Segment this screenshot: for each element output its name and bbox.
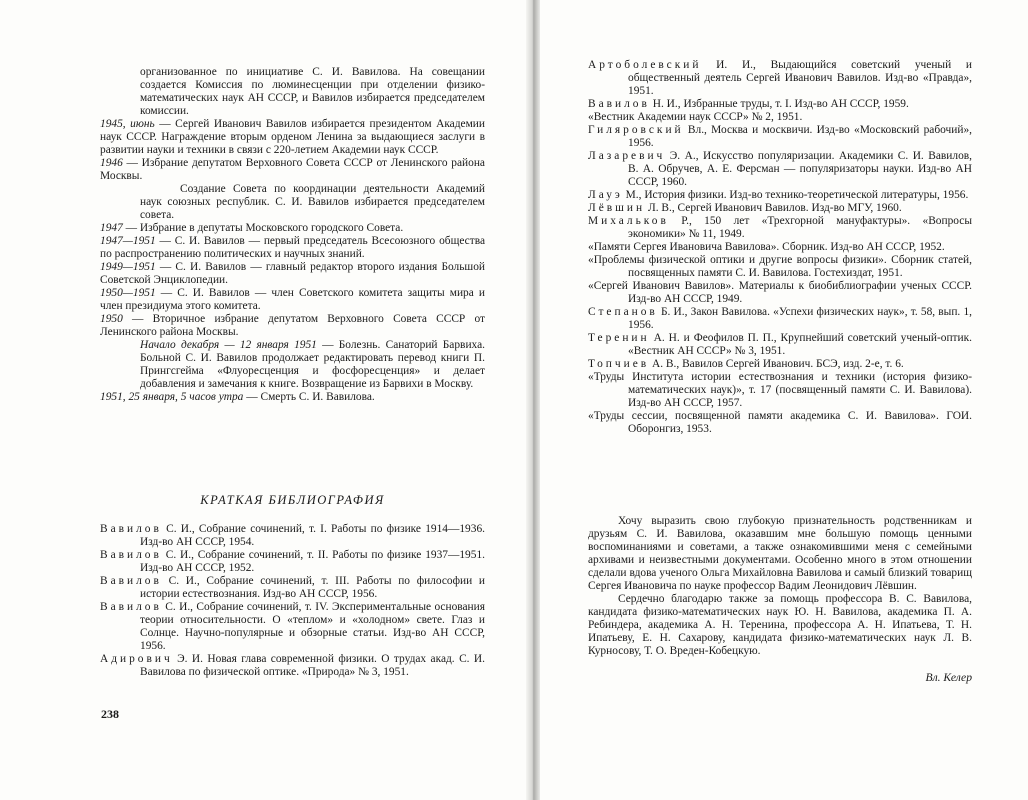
entry-author: Вавилов [100, 523, 162, 535]
entry-date: 1947 [100, 222, 123, 234]
chronology-entry: 1947 — Избрание в депутаты Московского городского Совета. [100, 222, 404, 234]
chronology-entry: 1949—1951 — С. И. Вавилов — главный редактор второго издания Большой Советской Энциклопедии. [100, 261, 485, 286]
chronology-entry: 1945, июнь — Сергей Иванович Вавилов избирается президентом Академии наук СССР. Награждение вторым орденом Ленина за выдающиеся заслуги в развитии науки и техники в связи с 220-летием Академии наук СССР. [100, 118, 485, 156]
bibliography-list [100, 523, 485, 679]
entry-author: Гиляровский [588, 124, 684, 136]
bibliography-entry: «Сергей Иванович Вавилов». Материалы к биобиблиографии ученых СССР. Изд-во АН СССР, 1949. [588, 280, 972, 305]
bibliography-entry: Топчиев А. В., Вавилов Сергей Иванович. БСЭ, изд. 2-е, т. 6. [588, 358, 904, 370]
entry-date: 1946 [100, 157, 123, 169]
entry-author: Лауэ [588, 189, 623, 201]
chronology-entry: Создание Совета по координации деятельности Академий наук союзных республик. С. И. Вавилов избирается председателем совета. [140, 183, 485, 221]
bibliography-entry: Лазаревич Э. А., Искусство популяризации. Академики С. И. Вавилов, В. А. Обручев, А. Е. Ферсман — популяризаторы науки. Изд-во АН СССР, 1960. [588, 150, 972, 188]
right-page [530, 0, 1028, 800]
bibliography-entry: Вавилов С. И., Собрание сочинений, т. I. Работы по физике 1914—1936. Изд-во АН СССР, 1954. [100, 523, 485, 548]
acknowledgement-paragraph: Сердечно благодарю также за помощь профессора В. С. Вавилова, кандидата физико-математических наук Ю. Н. Вавилова, академика П. А. Ребиндера, академика А. Н. Теренина, профессора А. Н. Ипатьева, Т. Н. Ипатьеву, Е. Н. Сахарову, кандидата физико-математических наук Л. В. Курносову, Т. О. Вреден-Кобецкую. [588, 593, 972, 657]
bibliography-entry: Артоболевский И. И., Выдающийся советский ученый и общественный деятель Сергей Иванович Вавилов. Изд-во «Правда», 1951. [588, 59, 972, 97]
acknowledgement-paragraph: Хочу выразить свою глубокую признательность родственникам и друзьям С. И. Вавилова, оказавшим мне большую помощь ценными воспоминаниями и советами, а также ознакомившими меня с семейными архивами и неизвестными документами. Особенно много в этом отношении сделали вдова ученого Ольга Михайловна Вавилова и самый близкий товарищ Сергея Ивановича по науке профессор Вадим Леонидович Лёвшин. [588, 515, 972, 592]
bibliography-entry: Теренин А. Н. и Феофилов П. П., Крупнейший советский ученый-оптик. «Вестник АН СССР» № 3, 1951. [588, 332, 972, 357]
entry-author: Лёвшин [588, 202, 646, 214]
bibliography-entry: Лёвшин Л. В., Сергей Иванович Вавилов. Изд-во МГУ, 1960. [588, 202, 902, 214]
entry-author: Адирович [100, 653, 173, 665]
entry-author: Вавилов [100, 575, 162, 587]
bibliography-entry: «Труды Института истории естествознания и техники (история физико-математических наук)», т. 17 (посвященный памяти С. И. Вавилова). Изд-во АН СССР, 1957. [588, 371, 972, 409]
bibliography-entry: Гиляровский Вл., Москва и москвичи. Изд-во «Московский рабочий», 1956. [588, 124, 972, 149]
entry-author: Теренин [588, 332, 650, 344]
entry-date: 1947—1951 [100, 235, 156, 247]
chronology-entry: 1951, 25 января, 5 часов утра — Смерть С. И. Вавилова. [100, 391, 375, 403]
entry-author: Михальков [588, 215, 669, 227]
entry-date: 1950 [100, 313, 123, 325]
entry-date: 1950—1951 [100, 287, 156, 299]
bibliography-entry: Вавилов С. И., Собрание сочинений, т. II. Работы по физике 1937—1951. Изд-во АН СССР, 1952. [100, 549, 485, 574]
entry-author: Вавилов [100, 549, 162, 561]
entry-date: 1951, 25 января, 5 часов утра [100, 391, 244, 403]
entry-author: Топчиев [588, 358, 650, 370]
bibliography-entry: Лауэ М., История физики. Изд-во технико-теоретической литературы, 1956. [588, 189, 969, 201]
chronology-entry: Начало декабря — 12 января 1951 — Болезнь. Санаторий Барвиха. Больной С. И. Вавилов продолжает редактировать перевод книги П. Прингсгейма «Флуоресценция и фосфоресценция» и делает добавления и замечания к книге. Возвращение из Барвихи в Москву. [140, 339, 485, 390]
bibliography-entry: Вавилов С. И., Собрание сочинений, т. III. Работы по философии и истории естествознания. Изд-во АН СССР, 1956. [100, 575, 485, 600]
page-number: 238 [101, 707, 119, 721]
chronology-entry: 1950 — Вторичное избрание депутатом Верховного Совета СССР от Ленинского района Москвы. [100, 313, 485, 338]
entry-author: Артоболевский [588, 59, 702, 71]
bibliography-entry: Михальков Р., 150 лет «Трехгорной мануфактуры». «Вопросы экономики» № 11, 1949. [588, 215, 972, 240]
author-signature: Вл. Келер [925, 671, 972, 684]
bibliography-entry: «Труды сессии, посвященной памяти академика С. И. Вавилова». ГОИ. Оборонгиз, 1953. [588, 410, 972, 435]
acknowledgement [588, 515, 972, 658]
bibliography-entry: Степанов Б. И., Закон Вавилова. «Успехи физических наук», т. 58, вып. 1, 1956. [588, 306, 972, 331]
bibliography-entry: Адирович Э. И. Новая глава современной физики. О трудах акад. С. И. Вавилова по физической оптике. «Природа» № 3, 1951. [100, 653, 485, 678]
bibliography-entry: «Проблемы физической оптики и другие вопросы физики». Сборник статей, посвященных памяти С. И. Вавилова. Гостехиздат, 1951. [588, 254, 972, 279]
entry-date: 1945, июнь [100, 118, 155, 130]
bibliography-entry: Вавилов Н. И., Избранные труды, т. I. Изд-во АН СССР, 1959. [588, 98, 909, 110]
chronology [100, 66, 485, 404]
bibliography-title: КРАТКАЯ БИБЛИОГРАФИЯ [200, 493, 385, 507]
entry-author: Вавилов [588, 98, 650, 110]
entry-author: Степанов [588, 306, 658, 318]
bibliography-entry: «Вестник Академии наук СССР» № 2, 1951. [588, 111, 803, 123]
entry-author: Вавилов [100, 601, 162, 613]
bibliography-entry: Вавилов С. И., Собрание сочинений, т. IV. Экспериментальные основания теории относительности. О «теплом» и «холодном» свете. Глаз и Солнце. Научно-популярные и обзорные статьи. Изд-во АН СССР, 1956. [100, 601, 485, 652]
bibliography-list-continued [588, 59, 972, 436]
entry-date: 1949—1951 [100, 261, 156, 273]
entry-date: Начало декабря — 12 января 1951 [140, 339, 317, 351]
chronology-entry: 1946 — Избрание депутатом Верховного Совета СССР от Ленинского района Москвы. [100, 157, 485, 182]
entry-author: Лазаревич [588, 150, 666, 162]
chronology-entry: организованное по инициативе С. И. Вавилова. На совещании создается Комиссия по люминесценции при отделении физико-математических наук АН СССР, и Вавилов избирается председателем комиссии. [140, 66, 485, 117]
bibliography-entry: «Памяти Сергея Ивановича Вавилова». Сборник. Изд-во АН СССР, 1952. [588, 241, 945, 253]
chronology-entry: 1947—1951 — С. И. Вавилов — первый председатель Всесоюзного общества по распространению политических и научных знаний. [100, 235, 485, 260]
chronology-entry: 1950—1951 — С. И. Вавилов — член Советского комитета защиты мира и член президиума этого комитета. [100, 287, 485, 312]
